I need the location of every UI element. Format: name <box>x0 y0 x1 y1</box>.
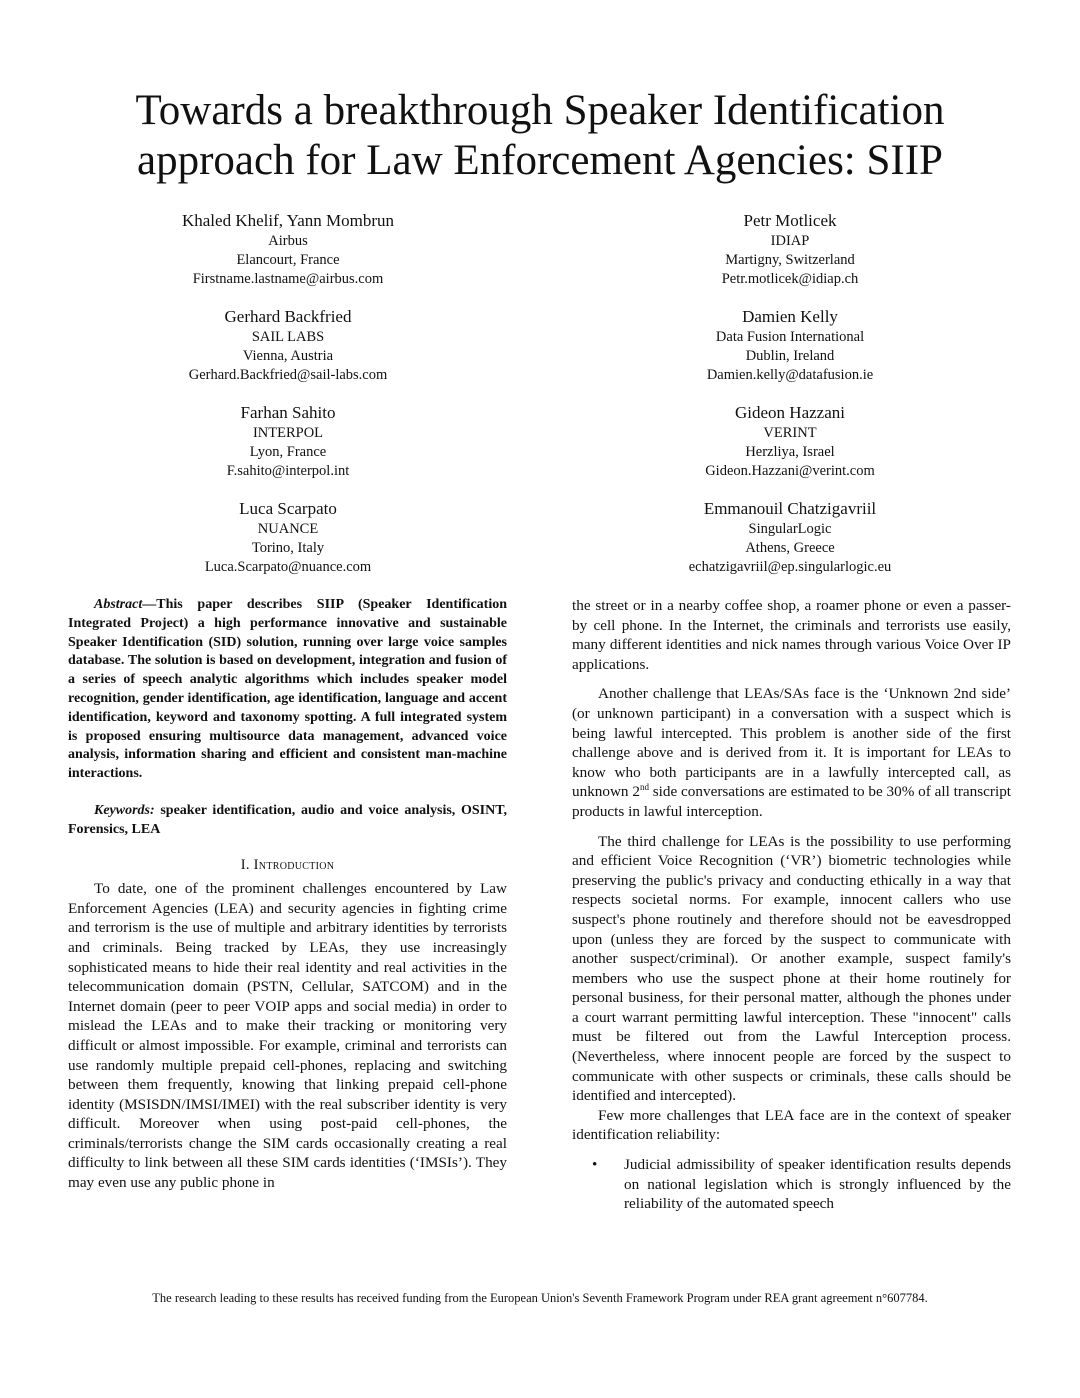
author-block <box>570 306 1010 402</box>
author-location: Martigny, Switzerland <box>725 252 855 268</box>
section-heading: I. Introduction <box>240 856 335 873</box>
author-email: Luca.Scarpato@nuance.com <box>204 559 372 575</box>
right-paragraph-2: Another challenge that LEAs/SAs face is the ‘Unknown 2nd side’ (or unknown participant) in a conversation with a suspect which is being lawful intercepted. This problem is another side of the first challenge above and is derived from it. It is important for LEAs to know who both participants are in a lawfully intercepted call, as unknown 2nd side conversations are estimated to be 30% of all transcript products in lawful interception. <box>572 685 1012 820</box>
author-name: Gideon Hazzani <box>735 403 845 422</box>
bullet-text: Judicial admissibility of speaker identification results depends on national legislation which is strongly influenced by the reliability of the automated speech <box>624 1156 1011 1213</box>
keywords-label: Keywords: <box>94 802 155 818</box>
author-block <box>68 210 508 306</box>
author-location: Dublin, Ireland <box>745 348 835 364</box>
bullet-icon: • <box>592 1156 598 1174</box>
author-name: Emmanouil Chatzigavriil <box>703 499 877 518</box>
author-block <box>68 402 508 498</box>
author-name: Damien Kelly <box>742 307 838 326</box>
ordinal-superscript: nd <box>639 782 649 793</box>
left-text-column <box>68 596 507 1193</box>
footnote: The research leading to these results has received funding from the European Union's Seventh Framework Program under REA grant agreement n°607784. <box>152 1291 928 1305</box>
author-email: F.sahito@interpol.int <box>226 463 350 479</box>
author-email: Damien.kelly@datafusion.ie <box>706 367 874 383</box>
abstract-text: —This paper describes SIIP (Speaker Identification Integrated Project) a high performance innovative and sustainable Speaker Identification (SID) solution, running over large voice samples database. The solution is based on development, integration and fusion of a series of speech analytic algorithms which includes speaker model recognition, gender identification, age identification, language and accent identification, keyword and taxonomy spotting. A full integrated system is proposed ensuring multisource data management, advanced voice analysis, information sharing and efficient and consistent man-machine interactions. <box>68 597 507 782</box>
author-location: Elancourt, France <box>236 252 340 268</box>
author-block <box>570 210 1010 306</box>
author-block <box>570 498 1010 594</box>
right-paragraph-4: Few more challenges that LEA face are in the context of speaker identification reliability: <box>572 1106 1011 1144</box>
title-line-2: approach for Law Enforcement Agencies: SIIP <box>137 137 943 184</box>
author-email: Gerhard.Backfried@sail-labs.com <box>188 367 388 383</box>
author-name: Khaled Khelif, Yann Mombrun <box>181 211 394 230</box>
right-text-column <box>572 596 1011 1214</box>
authors-right-column <box>570 210 1010 594</box>
right-paragraph-3: The third challenge for LEAs is the possibility to use performing and efficient Voice Recognition (‘VR’) biometric technologies while preserving the public's privacy and conducting ethically in a way that respects societal norms. For example, innocent callers who use suspect's phone routinely and therefore should not be eavesdropped upon (unless they are forced by the suspect to communicate with another suspect/criminal). Or another example, suspect family's members who use the suspect phone at their home routinely for personal business, for their personal matter, although the phones under a court warrant permitting lawful interception. These "innocent" calls must be filtered out from the Lawful Interception process. (Nevertheless, where innocent people are forced by the suspect to communicate with other suspects or criminals, these calls should be identified and intercepted). <box>572 832 1011 1105</box>
abstract-label: Abstract <box>94 597 143 612</box>
title-line-1: Towards a breakthrough Speaker Identification <box>135 87 945 134</box>
author-block <box>68 306 508 402</box>
intro-paragraph-1: To date, one of the prominent challenges encountered by Law Enforcement Agencies (LEA) and security agencies in fighting crime and terrorism is the use of multiple and arbitrary identities by terrorists and criminals. Being tracked by LEAs, they use increasingly sophisticated means to hide their real identity and real activities in the telecommunication domain (PSTN, Cellular, SATCOM) and in the Internet domain (peer to peer VOIP apps and social media) in order to mislead the LEAs and to make their tracking or monitoring very difficult or almost impossible. For example, criminal and terrorists can use randomly multiple prepaid cell-phones, replacing and switching between them frequently, knowing that linking prepaid cell-phone identity (MSISDN/IMSI/IMEI) with the real subscriber identity is very difficult. Moreover when using post-paid cell-phones, the criminals/terrorists change the SIM cards occasionally creating a real difficulty to link between all these SIM cards identities (‘IMSIs’). They may even use any public phone in <box>68 880 507 1192</box>
author-location: Lyon, France <box>249 444 327 460</box>
author-email: Firstname.lastname@airbus.com <box>192 271 384 287</box>
paper-title <box>60 86 1020 186</box>
bullet-item <box>572 1155 1011 1214</box>
author-email: Petr.motlicek@idiap.ch <box>721 271 859 287</box>
author-location: Torino, Italy <box>251 540 325 556</box>
author-block <box>570 402 1010 498</box>
abstract <box>68 596 507 784</box>
author-name: Luca Scarpato <box>239 499 337 518</box>
author-org: INTERPOL <box>252 425 324 441</box>
author-org: NUANCE <box>257 521 319 537</box>
author-location: Athens, Greece <box>745 540 835 556</box>
authors-left-column <box>68 210 508 594</box>
author-org: Data Fusion International <box>715 329 865 345</box>
author-org: SAIL LABS <box>251 329 325 345</box>
author-org: IDIAP <box>770 233 810 249</box>
keywords <box>68 802 507 840</box>
author-org: SingularLogic <box>748 521 832 537</box>
author-org: Airbus <box>268 233 308 249</box>
author-name: Farhan Sahito <box>240 403 336 422</box>
author-location: Herzliya, Israel <box>745 444 835 460</box>
right-paragraph-1: the street or in a nearby coffee shop, a roamer phone or even a passer-by cell phone. In the Internet, the criminals and terrorists use easily, many different identities and nick names through various Voice Over IP applications. <box>572 597 1011 673</box>
author-email: Gideon.Hazzani@verint.com <box>705 463 875 479</box>
author-org: VERINT <box>763 425 817 441</box>
author-name: Petr Motlicek <box>743 211 837 230</box>
author-location: Vienna, Austria <box>242 348 334 364</box>
keywords-text: speaker identification, audio and voice analysis, OSINT, Forensics, LEA <box>68 802 507 837</box>
author-name: Gerhard Backfried <box>224 307 352 326</box>
author-block <box>68 498 508 594</box>
author-email: echatzigavriil@ep.singularlogic.eu <box>688 559 892 575</box>
